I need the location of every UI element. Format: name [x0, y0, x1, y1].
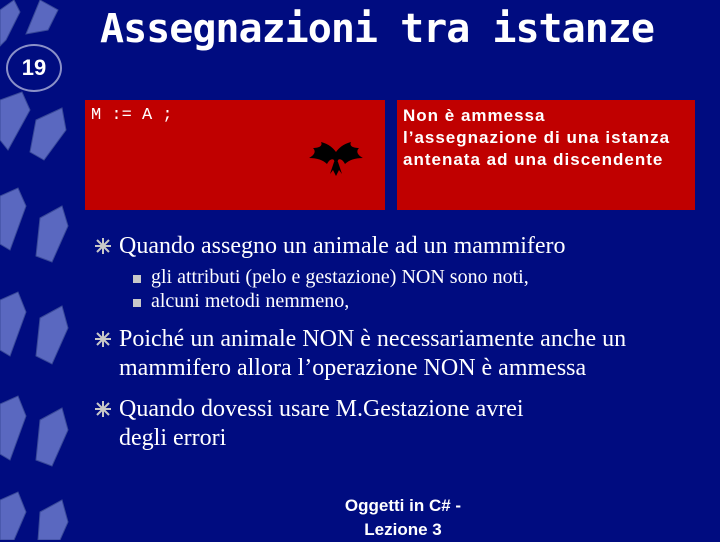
star-bullet-icon [95, 331, 111, 347]
footer-line-1: Oggetti in C# - [344, 496, 462, 515]
bullet-text: Quando assegno un animale ad un mammifero [119, 233, 566, 259]
slide-title: Assegnazioni tra istanze [100, 6, 654, 52]
bullet-item [95, 395, 700, 453]
code-box [85, 100, 385, 210]
bat-icon [307, 138, 365, 178]
slide-number: 19 [6, 44, 62, 92]
sub-list-item [119, 289, 700, 313]
footer-line-2: Lezione 3 [364, 520, 442, 539]
bullet-text: Poiché un animale NON è necessariamente anche un mammifero allora l’operazione NON è ammessa [119, 326, 627, 381]
footer [318, 494, 488, 542]
code-snippet: M := A ; [91, 106, 173, 125]
square-bullet-icon [133, 299, 141, 307]
sub-list-item [119, 265, 700, 289]
bullet-text: Quando dovessi usare M.Gestazione avrei degli errori [119, 396, 524, 451]
star-bullet-icon [95, 401, 111, 417]
sub-item-text: gli attributi (pelo e gestazione) NON sono noti, [151, 266, 529, 288]
sub-item-text: alcuni metodi nemmeno, [151, 290, 350, 312]
note-text: Non è ammessa l’assegnazione di una istanza antenata ad una discendente [403, 106, 671, 169]
bullet-list [95, 232, 700, 465]
sub-list [119, 265, 700, 313]
square-bullet-icon [133, 275, 141, 283]
bullet-item [95, 325, 700, 383]
note-box [397, 100, 695, 210]
star-bullet-icon [95, 238, 111, 254]
bullet-item [95, 232, 700, 313]
